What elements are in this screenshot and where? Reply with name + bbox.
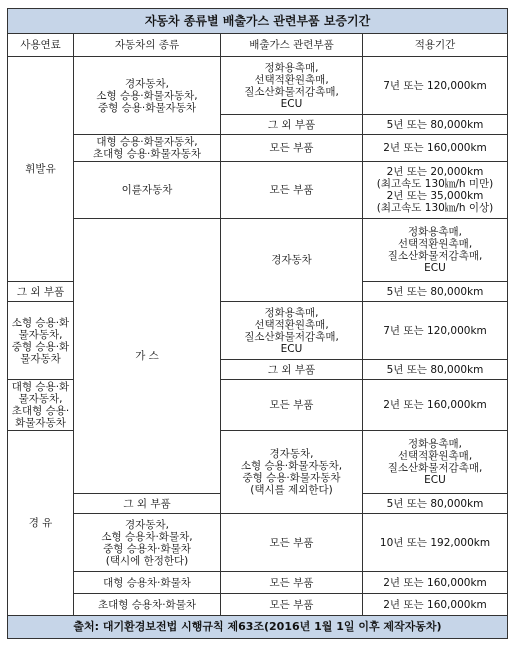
header-parts: 배출가스 관련부품	[221, 34, 363, 57]
vehicle-type-cell: 대형 승용차·화물차	[74, 572, 221, 594]
header-period: 적용기간	[363, 34, 508, 57]
period-cell: 2년 또는 160,000km	[363, 594, 508, 616]
source-note: 출처: 대기환경보전법 시행규칙 제63조(2016년 1월 1일 이후 제작자동차)	[8, 616, 508, 639]
period-cell: 5년 또는 80,000km	[363, 115, 508, 135]
title-row	[8, 9, 508, 34]
vehicle-type-cell: 경자동차, 소형 승용·화물자동차, 중형 승용·화물자동차	[74, 57, 221, 135]
vehicle-type-cell: 소형 승용·화물자동차, 중형 승용·화물자동차	[8, 302, 74, 380]
parts-cell: 모든 부품	[221, 572, 363, 594]
period-cell: 10년 또는 192,000km	[363, 514, 508, 572]
parts-cell: 정화용촉매, 선택적환원촉매, 질소산화물저감촉매, ECU	[221, 57, 363, 115]
table-title: 자동차 종류별 배출가스 관련부품 보증기간	[8, 9, 508, 34]
vehicle-type-cell: 경자동차, 소형 승용·화물자동차, 중형 승용·화물자동차 (택시를 제외한다)	[221, 431, 363, 514]
parts-cell: 그 외 부품	[221, 115, 363, 135]
period-cell: 5년 또는 80,000km	[363, 494, 508, 514]
table-row	[8, 514, 508, 572]
fuel-gas: 가 스	[74, 219, 221, 494]
vehicle-type-cell: 초대형 승용차·화물차	[74, 594, 221, 616]
parts-cell: 모든 부품	[221, 594, 363, 616]
parts-cell: 모든 부품	[221, 162, 363, 219]
parts-cell: 그 외 부품	[74, 494, 221, 514]
fuel-diesel: 경 유	[8, 431, 74, 616]
source-row	[8, 616, 508, 639]
warranty-table	[7, 8, 508, 639]
warranty-table-container	[7, 8, 507, 639]
period-cell: 7년 또는 120,000km	[363, 57, 508, 115]
period-cell: 2년 또는 160,000km	[363, 572, 508, 594]
period-cell: 2년 또는 20,000km (최고속도 130㎞/h 미만) 2년 또는 35,000km (최고속도 130㎞/h 이상)	[363, 162, 508, 219]
parts-cell: 모든 부품	[221, 380, 363, 431]
header-fuel: 사용연료	[8, 34, 74, 57]
vehicle-type-cell: 이륜자동차	[74, 162, 221, 219]
period-cell: 7년 또는 120,000km	[363, 302, 508, 360]
vehicle-type-cell: 대형 승용·화물자동차, 초대형 승용·화물자동차	[8, 380, 74, 431]
parts-cell: 정화용촉매, 선택적환원촉매, 질소산화물저감촉매, ECU	[363, 219, 508, 282]
vehicle-type-cell: 대형 승용·화물자동차, 초대형 승용·화물자동차	[74, 135, 221, 162]
table-row	[8, 594, 508, 616]
vehicle-type-cell: 경자동차, 소형 승용차·화물차, 중형 승용차·화물차 (택시에 한정한다)	[74, 514, 221, 572]
period-cell: 5년 또는 80,000km	[363, 282, 508, 302]
parts-cell: 정화용촉매, 선택적환원촉매, 질소산화물저감촉매, ECU	[221, 302, 363, 360]
table-row	[8, 572, 508, 594]
fuel-gasoline: 휘발유	[8, 57, 74, 282]
parts-cell: 모든 부품	[221, 514, 363, 572]
header-row	[8, 34, 508, 57]
period-cell: 2년 또는 160,000km	[363, 380, 508, 431]
header-vehicle-type: 자동차의 종류	[74, 34, 221, 57]
table-row	[8, 135, 508, 162]
parts-cell: 그 외 부품	[8, 282, 74, 302]
table-row	[8, 162, 508, 219]
parts-cell: 그 외 부품	[221, 360, 363, 380]
period-cell: 5년 또는 80,000km	[363, 360, 508, 380]
vehicle-type-cell: 경자동차	[221, 219, 363, 302]
parts-cell: 정화용촉매, 선택적환원촉매, 질소산화물저감촉매, ECU	[363, 431, 508, 494]
table-row	[8, 219, 508, 282]
table-row	[8, 57, 508, 115]
period-cell: 2년 또는 160,000km	[363, 135, 508, 162]
parts-cell: 모든 부품	[221, 135, 363, 162]
